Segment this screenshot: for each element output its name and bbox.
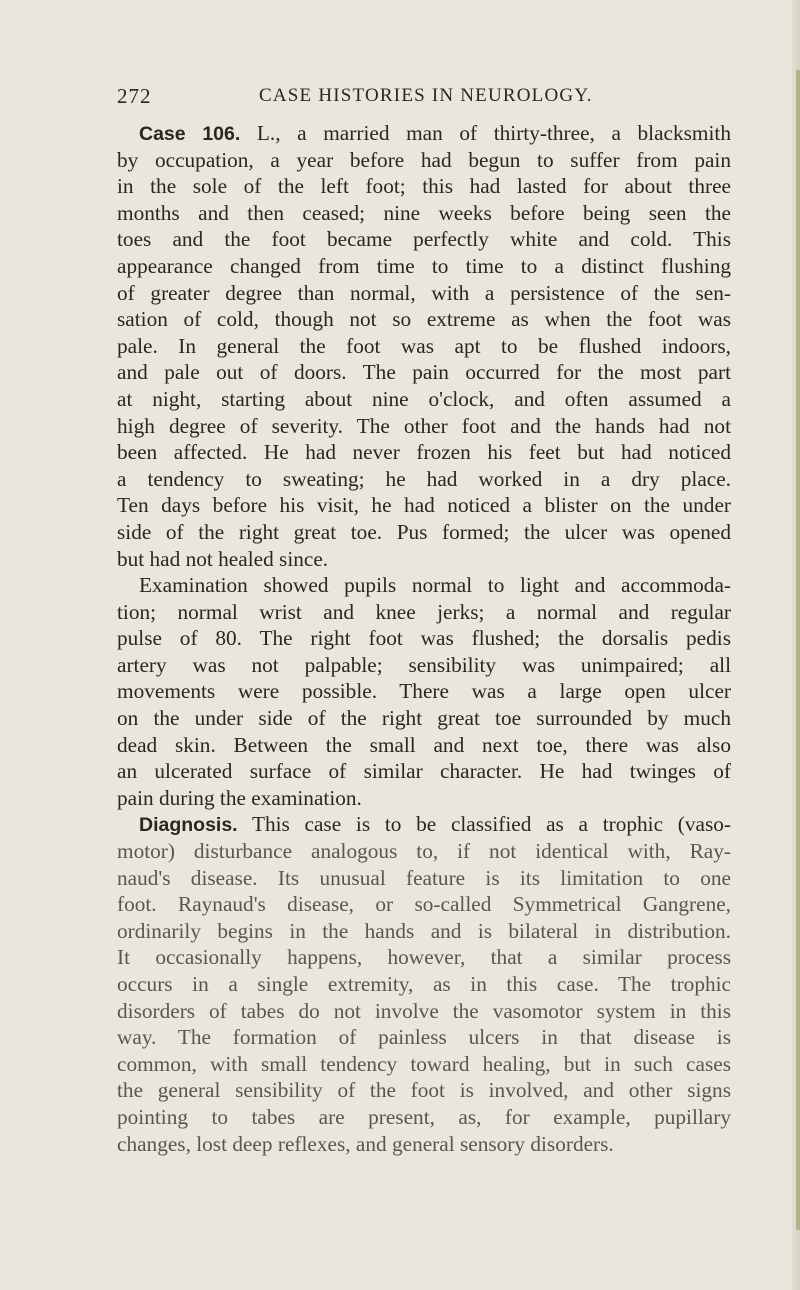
text-line: [117, 838, 731, 865]
line-text: pulse of 80. The right foot was flushed; the dorsalis pedis: [117, 626, 731, 651]
line-text: toes and the foot became perfectly white and cold. This: [117, 227, 731, 252]
text-line: [117, 1104, 731, 1131]
text-line: [117, 120, 731, 147]
line-text: and pale out of doors. The pain occurred for the most part: [117, 360, 731, 385]
line-text: ordinarily begins in the hands and is bilateral in distribution.: [117, 918, 731, 943]
text-line: [117, 572, 731, 599]
text-line: [117, 147, 731, 174]
page-edge: [792, 0, 800, 1290]
line-text: of greater degree than normal, with a persistence of the sen-: [117, 280, 731, 305]
text-line: [117, 519, 731, 546]
text-line: [117, 226, 731, 253]
text-line: [117, 413, 731, 440]
text-line: [117, 891, 731, 918]
line-text: sation of cold, though not so extreme as when the foot was: [117, 307, 731, 332]
line-text: an ulcerated surface of similar character. He had twinges of: [117, 759, 731, 784]
text-line: [117, 732, 731, 759]
text-line: [117, 173, 731, 200]
text-line: [117, 200, 731, 227]
line-text: way. The formation of painless ulcers in that disease is: [117, 1025, 731, 1050]
text-line: [117, 865, 731, 892]
paragraph: [117, 572, 731, 811]
line-text: common, with small tendency toward healing, but in such cases: [117, 1051, 731, 1076]
line-text: a tendency to sweating; he had worked in a dry place.: [117, 466, 731, 491]
line-text: motor) disturbance analogous to, if not identical with, Ray-: [117, 839, 731, 864]
line-text: pale. In general the foot was apt to be flushed indoors,: [117, 333, 731, 358]
body-text: [117, 120, 731, 1157]
line-text: This case is to be classified as a trophic (vaso-: [237, 812, 731, 837]
line-text: in the sole of the left foot; this had lasted for about three: [117, 174, 731, 199]
line-text: movements were possible. There was a large open ulcer: [117, 679, 731, 704]
line-text: but had not healed since.: [117, 546, 329, 571]
line-text: L., a married man of thirty-three, a blacksmith: [240, 121, 731, 145]
line-text: foot. Raynaud's disease, or so-called Symmetrical Gangrene,: [117, 892, 731, 917]
text-line: [117, 1131, 731, 1158]
text-line: [117, 253, 731, 280]
line-text: occurs in a single extremity, as in this case. The trophic: [117, 972, 731, 996]
line-text: changes, lost deep reflexes, and general sensory disorders.: [117, 1131, 614, 1156]
line-text: It occasionally happens, however, that a similar process: [117, 945, 731, 970]
paragraph: [117, 811, 731, 1157]
text-line: [117, 546, 731, 573]
line-text: pain during the examination.: [117, 785, 362, 810]
text-line: [117, 280, 731, 307]
line-text: Ten days before his visit, he had noticed a blister on the under: [117, 493, 731, 518]
line-text: been affected. He had never frozen his feet but had noticed: [117, 440, 731, 465]
text-line: [117, 652, 731, 679]
line-text: naud's disease. Its unusual feature is its limitation to one: [117, 865, 731, 890]
page-edge-stain: [796, 70, 800, 1230]
text-line: [117, 971, 731, 998]
line-text: high degree of severity. The other foot and the hands had not: [117, 413, 731, 438]
line-text: pointing to tabes are present, as, for example, pupillary: [117, 1104, 731, 1129]
paragraph: [117, 120, 731, 572]
text-line: [117, 492, 731, 519]
text-line: [117, 333, 731, 360]
text-line: [117, 386, 731, 413]
text-line: [117, 758, 731, 785]
text-line: [117, 1077, 731, 1104]
text-line: [117, 599, 731, 626]
line-text: side of the right great toe. Pus formed; the ulcer was opened: [117, 519, 731, 544]
page-number: 272: [117, 84, 152, 108]
text-line: [117, 359, 731, 386]
paragraph-label: Diagnosis.: [139, 814, 238, 837]
line-text: appearance changed from time to time to a distinct flushing: [117, 253, 731, 278]
text-line: [117, 1024, 731, 1051]
line-text: dead skin. Between the small and next toe, there was also: [117, 732, 731, 757]
line-text: months and then ceased; nine weeks before being seen the: [117, 200, 731, 225]
text-line: [117, 466, 731, 493]
line-text: artery was not palpable; sensibility was unimpaired; all: [117, 652, 731, 677]
text-line: [117, 439, 731, 466]
text-line: [117, 705, 731, 732]
text-line: [117, 625, 731, 652]
line-text: on the under side of the right great toe surrounded by much: [117, 706, 731, 731]
line-text: the general sensibility of the foot is involved, and other signs: [117, 1078, 731, 1103]
running-head: CASE HISTORIES IN NEUROLOGY.: [259, 85, 593, 106]
text-line: [117, 811, 731, 838]
text-line: [117, 678, 731, 705]
text-line: [117, 785, 731, 812]
text-line: [117, 998, 731, 1025]
line-text: Examination showed pupils normal to light and accommoda-: [139, 573, 731, 598]
line-text: at night, starting about nine o'clock, and often assumed a: [117, 386, 731, 411]
text-line: [117, 918, 731, 945]
text-line: [117, 306, 731, 333]
text-line: [117, 1051, 731, 1078]
paragraph-label: Case 106.: [139, 123, 241, 145]
text-line: [117, 944, 731, 971]
line-text: by occupation, a year before had begun to suffer from pain: [117, 147, 731, 172]
line-text: disorders of tabes do not involve the vasomotor system in this: [117, 998, 731, 1023]
page-header: [117, 84, 737, 110]
line-text: tion; normal wrist and knee jerks; a normal and regular: [117, 599, 731, 624]
